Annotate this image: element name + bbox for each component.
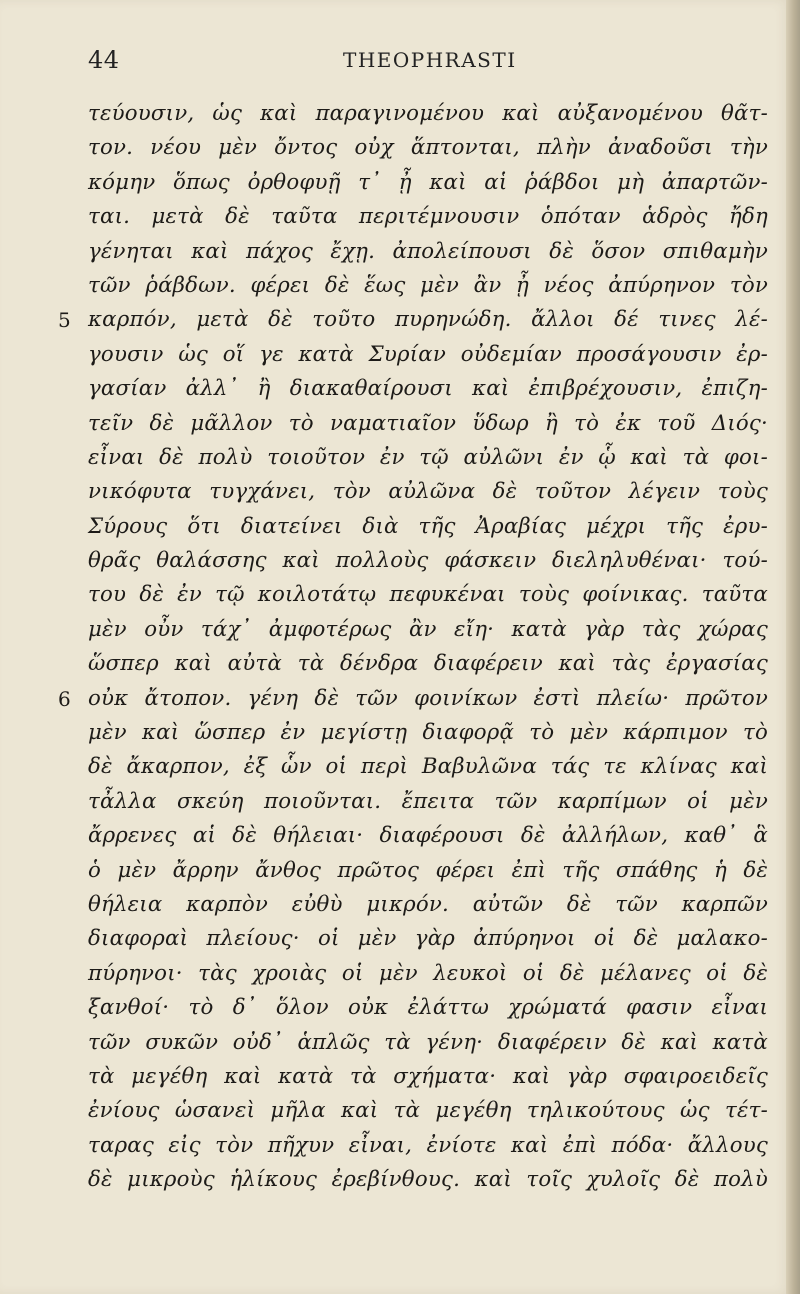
section-number: 5 [58,308,71,333]
line-text: θήλεια καρπὸν εὐθὺ μικρόν. αὐτῶν δὲ τῶν καρπῶν [88,891,768,917]
line-text: οὐκ ἄτοπον. γένη δὲ τῶν φοινίκων ἐστὶ πλείω· πρῶτον [88,685,768,711]
text-line [88,1060,768,1094]
line-text: δὲ ἄκαρπον, ἐξ ὧν οἱ περὶ Βαβυλῶνα τάς τε κλίνας καὶ [88,754,768,780]
greek-text-block [58,97,768,1198]
text-line [88,922,768,956]
text-line [88,372,768,406]
line-text: τῶν ῥάβδων. φέρει δὲ ἕως μὲν ἂν ᾖ νέος ἀπύρηνον τὸν [88,272,768,298]
text-line [88,235,768,269]
text-line [88,888,768,922]
text-line [88,166,768,200]
text-line [88,613,768,647]
text-line [88,819,768,853]
text-line [58,682,768,716]
page-edge [786,0,800,1294]
running-title: THEOPHRASTI [343,48,517,72]
line-text: γασίαν ἀλλ᾽ ἢ διακαθαίρουσι καὶ ἐπιβρέχουσιν, ἐπιζη- [88,376,768,402]
line-text: τεῖν δὲ μᾶλλον τὸ ναματιαῖον ὕδωρ ἢ τὸ ἐκ τοῦ Διός· [88,410,768,436]
line-text: μὲν καὶ ὥσπερ ἐν μεγίστῃ διαφορᾷ τὸ μὲν κάρπιμον τὸ [88,720,768,746]
text-line [88,1163,768,1197]
text-line [88,647,768,681]
line-text: διαφοραὶ πλείους· οἱ μὲν γὰρ ἀπύρηνοι οἱ δὲ μαλακο- [88,926,768,952]
text-line [88,785,768,819]
line-text: ὁ μὲν ἄρρην ἄνθος πρῶτος φέρει ἐπὶ τῆς σπάθης ἡ δὲ [88,857,768,883]
text-line [88,1094,768,1128]
line-text: κόμην ὅπως ὀρθοφυῇ τ᾽ ᾖ καὶ αἱ ῥάβδοι μὴ ἀπαρτῶν- [88,169,768,195]
page-number: 44 [88,46,120,74]
line-text: τῶν συκῶν οὐδ᾽ ἁπλῶς τὰ γένη· διαφέρειν δὲ καὶ κατὰ [88,1029,768,1055]
text-line [88,131,768,165]
line-text: τον. νέου μὲν ὄντος οὐχ ἅπτονται, πλὴν ἀναδοῦσι τὴν [88,135,768,161]
line-text: καρπόν, μετὰ δὲ τοῦτο πυρηνώδη. ἄλλοι δέ τινες λέ- [88,307,768,333]
text-line [88,441,768,475]
text-line [88,338,768,372]
line-text: πύρηνοι· τὰς χροιὰς οἱ μὲν λευκοὶ οἱ δὲ μέλανες οἱ δὲ [88,960,768,986]
text-line [88,407,768,441]
line-text: γένηται καὶ πάχος ἔχῃ. ἀπολείπουσι δὲ ὅσον σπιθαμὴν [88,238,768,264]
text-line [88,97,768,131]
line-text: ἐνίους ὡσανεὶ μῆλα καὶ τὰ μεγέθη τηλικούτους ὡς τέτ- [88,1098,768,1124]
line-text: ἄρρενες αἱ δὲ θήλειαι· διαφέρουσι δὲ ἀλλήλων, καθ᾽ ἃ [88,823,768,849]
line-text: ξανθοί· τὸ δ᾽ ὅλον οὐκ ἐλάττω χρώματά φασιν εἶναι [88,995,768,1021]
text-line [88,544,768,578]
line-text: θρᾶς θαλάσσης καὶ πολλοὺς φάσκειν διεληλυθέναι· τού- [88,548,768,574]
line-text: του δὲ ἐν τῷ κοιλοτάτῳ πεφυκέναι τοὺς φοίνικας. ταῦτα [88,582,768,608]
line-text: ται. μετὰ δὲ ταῦτα περιτέμνουσιν ὁπόταν ἁδρὸς ἤδη [88,204,768,230]
text-line [88,750,768,784]
line-text: δὲ μικροὺς ἡλίκους ἐρεβίνθους. καὶ τοῖς χυλοῖς δὲ πολὺ [88,1167,768,1193]
page-header [88,46,768,80]
text-line [88,957,768,991]
text-line [88,510,768,544]
line-text: Σύρους ὅτι διατείνει διὰ τῆς Ἀραβίας μέχρι τῆς ἐρυ- [88,513,768,539]
line-text: νικόφυτα τυγχάνει, τὸν αὐλῶνα δὲ τοῦτον λέγειν τοὺς [88,479,768,505]
line-text: εἶναι δὲ πολὺ τοιοῦτον ἐν τῷ αὐλῶνι ἐν ᾧ καὶ τὰ φοι- [88,444,768,470]
text-line [88,578,768,612]
text-line [88,716,768,750]
line-text: ταρας εἰς τὸν πῆχυν εἶναι, ἐνίοτε καὶ ἐπὶ πόδα· ἄλλους [88,1132,768,1158]
line-text: τὰ μεγέθη καὶ κατὰ τὰ σχήματα· καὶ γὰρ σφαιροειδεῖς [88,1063,768,1089]
text-line [88,200,768,234]
line-text: τεύουσιν, ὡς καὶ παραγινομένου καὶ αὐξανομένου θᾶτ- [88,101,768,126]
text-line [58,303,768,337]
text-line [88,991,768,1025]
text-line [88,269,768,303]
line-text: τἆλλα σκεύη ποιοῦνται. ἔπειτα τῶν καρπίμων οἱ μὲν [88,788,768,814]
line-text: ὥσπερ καὶ αὐτὰ τὰ δένδρα διαφέρειν καὶ τὰς ἐργασίας [88,651,768,677]
line-text: γουσιν ὡς οἵ γε κατὰ Συρίαν οὐδεμίαν προσάγουσιν ἐρ- [88,341,768,367]
line-text: μὲν οὖν τάχ᾽ ἀμφοτέρως ἂν εἴη· κατὰ γὰρ τὰς χώρας [88,616,768,642]
text-line [88,475,768,509]
text-line [88,1026,768,1060]
text-line [88,854,768,888]
text-line [88,1129,768,1163]
section-number: 6 [58,686,71,711]
